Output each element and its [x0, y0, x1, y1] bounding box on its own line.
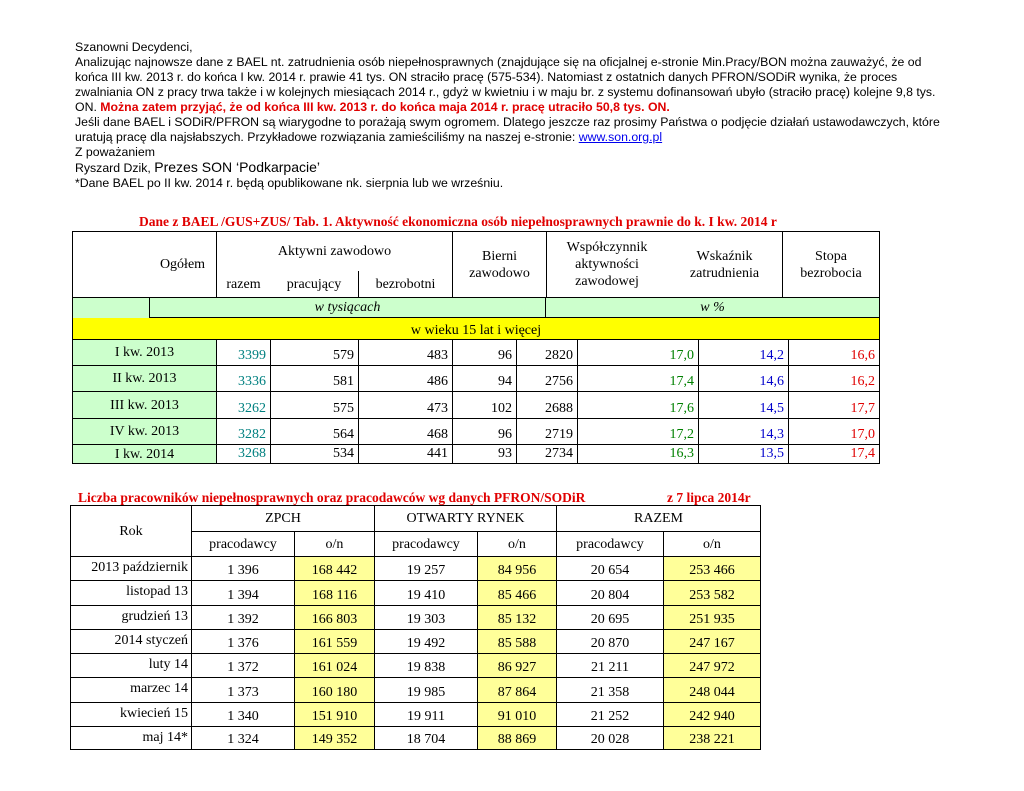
or-pracodawcy-cell: 19 257	[374, 556, 477, 580]
zpch-on-cell: 161 559	[294, 629, 374, 653]
or-pracodawcy-cell: 19 410	[374, 580, 477, 604]
bierni-cell: 2734	[516, 445, 577, 464]
ogolem-cell: 3268	[216, 445, 270, 464]
pracujacy-cell: 486	[358, 366, 452, 392]
table1-title: Dane z BAEL /GUS+ZUS/ Tab. 1. Aktywność ekonomiczna osób niepełnosprawnych prawnie do k. I kw. 2014 r	[139, 214, 777, 229]
letter-paragraph-1	[75, 55, 955, 115]
zpch-pracodawcy-cell: 1 324	[191, 726, 294, 750]
ogolem-cell: 3262	[216, 392, 270, 419]
header-wspolczynnik: Współczynnik aktywności zawodowej	[546, 231, 667, 297]
razem-pracodawcy-cell: 21 358	[556, 677, 663, 701]
header-razem-group: RAZEM	[556, 505, 761, 531]
bezrobotni-cell: 102	[452, 392, 516, 419]
razem-pracodawcy-cell: 20 028	[556, 726, 663, 750]
razem-on-cell: 253 466	[663, 556, 761, 580]
regards: Z poważaniem	[75, 145, 155, 159]
bierni-cell: 2820	[516, 340, 577, 366]
paragraph-2-text: Jeśli dane BAEL i SODiR/PFRON są wiarygodne to porażają swym ogromem. Dlatego jeszcze raz prosimy Państwa o podjęcie działań ustawodawczych, które uratują pracę dla najsłabszych. Przykładowe rozwiązania zamieściliśmy na naszej e-stronie:	[75, 115, 940, 144]
wspolczynnik-cell: 17,0	[577, 340, 698, 366]
bezrobotni-cell: 94	[452, 366, 516, 392]
header-or-on: o/n	[477, 531, 556, 556]
period-cell: III kw. 2013	[72, 392, 216, 419]
bezrobotni-cell: 96	[452, 419, 516, 445]
pracujacy-cell: 483	[358, 340, 452, 366]
razem-on-cell: 248 044	[663, 677, 761, 701]
header-or-pracodawcy: pracodawcy	[374, 531, 477, 556]
razem-cell: 575	[270, 392, 358, 419]
or-pracodawcy-cell: 19 492	[374, 629, 477, 653]
rok-cell: listopad 13	[70, 580, 191, 604]
header-ogolem: Ogółem	[149, 231, 216, 297]
signer-title: Prezes SON ‘Podkarpacie’	[154, 159, 321, 175]
ogolem-cell: 3336	[216, 366, 270, 392]
ogolem-cell: 3282	[216, 419, 270, 445]
pracujacy-cell: 468	[358, 419, 452, 445]
period-cell: I kw. 2013	[72, 340, 216, 366]
or-on-cell: 84 956	[477, 556, 556, 580]
header-zpch-on: o/n	[294, 531, 374, 556]
razem-on-cell: 238 221	[663, 726, 761, 750]
units-thousands: w tysiącach	[149, 297, 546, 318]
razem-cell: 579	[270, 340, 358, 366]
zpch-on-cell: 161 024	[294, 653, 374, 677]
stopa-cell: 17,4	[788, 445, 880, 464]
rok-cell: marzec 14	[70, 677, 191, 701]
bierni-cell: 2756	[516, 366, 577, 392]
wskaznik-cell: 14,2	[698, 340, 788, 366]
bierni-cell: 2719	[516, 419, 577, 445]
period-cell: IV kw. 2013	[72, 419, 216, 445]
stopa-cell: 17,0	[788, 419, 880, 445]
razem-cell: 564	[270, 419, 358, 445]
rok-cell: grudzień 13	[70, 605, 191, 629]
period-cell: I kw. 2014	[72, 445, 216, 464]
or-pracodawcy-cell: 19 985	[374, 677, 477, 701]
bezrobotni-cell: 93	[452, 445, 516, 464]
wspolczynnik-cell: 16,3	[577, 445, 698, 464]
wskaznik-cell: 14,5	[698, 392, 788, 419]
razem-pracodawcy-cell: 20 695	[556, 605, 663, 629]
or-pracodawcy-cell: 19 911	[374, 702, 477, 726]
razem-pracodawcy-cell: 20 654	[556, 556, 663, 580]
stopa-cell: 16,2	[788, 366, 880, 392]
or-on-cell: 85 466	[477, 580, 556, 604]
or-on-cell: 88 869	[477, 726, 556, 750]
zpch-on-cell: 168 116	[294, 580, 374, 604]
razem-pracodawcy-cell: 20 870	[556, 629, 663, 653]
signer-name: Ryszard Dzik,	[75, 161, 155, 175]
razem-on-cell: 247 167	[663, 629, 761, 653]
zpch-on-cell: 160 180	[294, 677, 374, 701]
paragraph-1-highlight: Można zatem przyjąć, że od końca III kw. 2013 r. do końca maja 2014 r. pracę utraciło 50,8 tys. ON.	[100, 100, 670, 114]
wskaznik-cell: 14,3	[698, 419, 788, 445]
header-razem: razem	[216, 271, 270, 297]
wspolczynnik-cell: 17,6	[577, 392, 698, 419]
or-on-cell: 87 864	[477, 677, 556, 701]
wspolczynnik-cell: 17,4	[577, 366, 698, 392]
stopa-cell: 16,6	[788, 340, 880, 366]
rok-cell: maj 14*	[70, 726, 191, 750]
zpch-pracodawcy-cell: 1 396	[191, 556, 294, 580]
rok-cell: luty 14	[70, 653, 191, 677]
table2-date: z 7 lipca 2014r	[667, 490, 751, 505]
zpch-on-cell: 166 803	[294, 605, 374, 629]
zpch-pracodawcy-cell: 1 376	[191, 629, 294, 653]
signature	[75, 160, 955, 176]
or-on-cell: 86 927	[477, 653, 556, 677]
or-on-cell: 85 588	[477, 629, 556, 653]
greeting: Szanowni Decydenci,	[75, 40, 193, 54]
header-wskaznik: Wskaźnik zatrudnienia	[667, 231, 782, 297]
or-pracodawcy-cell: 19 303	[374, 605, 477, 629]
ogolem-cell: 3399	[216, 340, 270, 366]
rok-cell: 2014 styczeń	[70, 629, 191, 653]
razem-on-cell: 253 582	[663, 580, 761, 604]
period-cell: II kw. 2013	[72, 366, 216, 392]
rok-cell: 2013 październik	[70, 556, 191, 580]
pracujacy-cell: 441	[358, 445, 452, 464]
or-on-cell: 85 132	[477, 605, 556, 629]
units-blank-cell	[72, 297, 149, 318]
header-stopa: Stopa bezrobocia	[782, 231, 880, 297]
age-band-row: w wieku 15 lat i więcej	[72, 318, 880, 340]
bierni-cell: 2688	[516, 392, 577, 419]
letter-body	[75, 40, 955, 191]
header-bierni: Bierni zawodowo	[452, 231, 546, 297]
razem-on-cell: 247 972	[663, 653, 761, 677]
header-pracujacy: pracujący	[286, 276, 342, 292]
header-zpch: ZPCH	[191, 505, 374, 531]
or-on-cell: 91 010	[477, 702, 556, 726]
zpch-pracodawcy-cell: 1 340	[191, 702, 294, 726]
header-razem-on: o/n	[663, 531, 761, 556]
wskaznik-cell: 13,5	[698, 445, 788, 464]
or-pracodawcy-cell: 18 704	[374, 726, 477, 750]
paragraph-1-text: Analizując najnowsze dane z BAEL nt. zatrudnienia osób niepełnosprawnych (znajdujące się na oficjalnej e-stronie Min.Pracy/BON można zauważyć, że od końca III kw. 2013 r. do końca I kw. 2014 r. prawie 41 tys. ON straciło pracę (575-534). Natomiast z ostatnich danych PFRON/SODiR wynika, że proces zwalniania ON z pracy trwa także i w kolejnych miesiącach 2014 r., gdyż w kwietniu i w maju br. z systemu dofinansowań ubyło (straciło pracę) kolejne 9,8 tys. ON.	[75, 55, 936, 114]
razem-cell: 534	[270, 445, 358, 464]
or-pracodawcy-cell: 19 838	[374, 653, 477, 677]
footnote: *Dane BAEL po II kw. 2014 r. będą opublikowane nk. sierpnia lub we wrześniu.	[75, 176, 504, 190]
units-percent: w %	[546, 297, 880, 318]
table2-title: Liczba pracowników niepełnosprawnych oraz pracodawców wg danych PFRON/SODiR	[78, 490, 586, 505]
razem-pracodawcy-cell: 21 252	[556, 702, 663, 726]
razem-pracodawcy-cell: 20 804	[556, 580, 663, 604]
zpch-pracodawcy-cell: 1 372	[191, 653, 294, 677]
stopa-cell: 17,7	[788, 392, 880, 419]
website-link[interactable]: www.son.org.pl	[578, 130, 663, 144]
pracujacy-cell: 473	[358, 392, 452, 419]
header-otwarty-rynek: OTWARTY RYNEK	[374, 505, 556, 531]
zpch-pracodawcy-cell: 1 392	[191, 605, 294, 629]
razem-on-cell: 251 935	[663, 605, 761, 629]
razem-cell: 581	[270, 366, 358, 392]
razem-pracodawcy-cell: 21 211	[556, 653, 663, 677]
table1-corner-cell	[72, 231, 149, 297]
rok-cell: kwiecień 15	[70, 702, 191, 726]
header-razem-pracodawcy: pracodawcy	[556, 531, 663, 556]
zpch-pracodawcy-cell: 1 373	[191, 677, 294, 701]
razem-on-cell: 242 940	[663, 702, 761, 726]
zpch-on-cell: 151 910	[294, 702, 374, 726]
zpch-pracodawcy-cell: 1 394	[191, 580, 294, 604]
wskaznik-cell: 14,6	[698, 366, 788, 392]
wspolczynnik-cell: 17,2	[577, 419, 698, 445]
header-aktywni: Aktywni zawodowo	[216, 231, 452, 271]
header-rok: Rok	[70, 505, 191, 556]
letter-paragraph-2	[75, 115, 955, 145]
bezrobotni-cell: 96	[452, 340, 516, 366]
header-zpch-pracodawcy: pracodawcy	[191, 531, 294, 556]
zpch-on-cell: 149 352	[294, 726, 374, 750]
zpch-on-cell: 168 442	[294, 556, 374, 580]
header-bezrobotni: bezrobotni	[358, 271, 452, 297]
